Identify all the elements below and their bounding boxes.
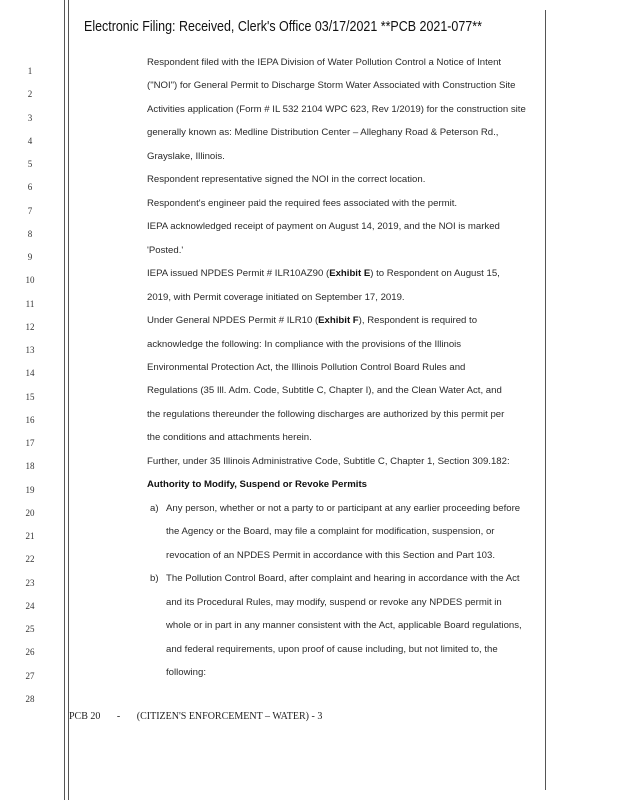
right-margin-rule xyxy=(545,10,546,790)
line-number: 19 xyxy=(25,484,35,495)
footer-case-number: PCB 20 xyxy=(69,711,101,722)
text-segment: Grayslake, Illinois. xyxy=(147,150,225,162)
line-number: 17 xyxy=(25,438,35,448)
bold-text: Authority to Modify, Suspend or Revoke Permits xyxy=(147,479,367,491)
line-number: 8 xyxy=(27,228,33,239)
line-number: 10 xyxy=(25,275,35,286)
line-number: 24 xyxy=(25,600,35,611)
left-margin-rule-inner xyxy=(68,0,69,800)
text-line xyxy=(147,292,405,303)
text-segment: Environmental Protection Act, the Illinois Pollution Control Board Rules and xyxy=(147,361,466,373)
text-segment: Regulations (35 Ill. Adm. Code, Subtitle C, Chapter I), and the Clean Water Act, and xyxy=(147,385,502,397)
line-number: 13 xyxy=(25,345,35,355)
text-line xyxy=(166,573,520,584)
text-line xyxy=(147,198,457,209)
line-number: 12 xyxy=(25,321,35,332)
text-segment: 2019, with Permit coverage initiated on September 17, 2019. xyxy=(147,291,405,303)
text-line xyxy=(147,362,465,373)
text-segment: The Pollution Control Board, after complaint and hearing in accordance with the Act xyxy=(166,573,520,585)
line-number: 25 xyxy=(25,624,35,634)
line-number: 26 xyxy=(25,647,35,658)
line-number: 11 xyxy=(25,298,35,309)
line-number: 22 xyxy=(25,554,35,565)
text-segment: following: xyxy=(166,666,206,678)
line-number: 3 xyxy=(27,112,33,123)
footer-title: (CITIZEN'S ENFORCEMENT – WATER) - 3 xyxy=(136,711,323,722)
line-number: 14 xyxy=(25,368,35,379)
text-segment: Under General NPDES Permit # ILR10 ( xyxy=(147,315,319,327)
line-number: 28 xyxy=(25,693,35,704)
text-line xyxy=(166,526,495,537)
line-number: 16 xyxy=(25,414,35,425)
line-number: 6 xyxy=(27,182,33,193)
text-segment: generally known as: Medline Distribution Center – Alleghany Road & Peterson Rd., xyxy=(147,127,499,139)
text-segment: whole or in part in any manner consistent with the Act, applicable Board regulations, xyxy=(166,620,522,632)
text-segment: acknowledge the following: In compliance with the provisions of the Illinois xyxy=(147,338,462,350)
text-line xyxy=(147,151,225,162)
text-line xyxy=(147,80,515,91)
text-line xyxy=(147,339,461,350)
text-line xyxy=(147,127,498,138)
text-line xyxy=(166,644,498,655)
text-segment: Respondent filed with the IEPA Division of Water Pollution Control a Notice of Intent xyxy=(147,57,502,68)
text-segment: IEPA issued NPDES Permit # ILR10AZ90 ( xyxy=(147,268,330,280)
text-segment: ), Respondent is required to xyxy=(358,315,478,327)
text-line xyxy=(147,479,367,490)
left-margin-rule-outer xyxy=(64,0,65,800)
bold-text: Exhibit F xyxy=(318,315,359,327)
list-item-label: a) xyxy=(150,502,159,514)
text-line xyxy=(166,667,206,678)
text-segment: the regulations thereunder the following discharges are authorized by this permit per xyxy=(147,408,505,420)
text-segment: 'Posted.' xyxy=(147,244,184,256)
text-segment: ) to Respondent on August 15, xyxy=(370,268,500,280)
text-line xyxy=(166,550,495,561)
text-segment: revocation of an NPDES Permit in accordance with this Section and Part 103. xyxy=(166,549,496,561)
text-segment: Further, under 35 Illinois Administrative Code, Subtitle C, Chapter 1, Section 309.182: xyxy=(147,455,510,467)
text-line xyxy=(147,456,510,467)
line-number: 2 xyxy=(27,89,33,100)
line-number: 7 xyxy=(27,205,33,216)
text-segment: Activities application (Form # IL 532 2104 WPC 623, Rev 1/2019) for the construction site xyxy=(147,103,526,115)
text-line xyxy=(166,597,502,608)
line-number: 23 xyxy=(25,577,35,588)
text-line xyxy=(147,57,501,68)
text-line xyxy=(147,315,477,326)
line-number: 5 xyxy=(27,159,33,169)
text-segment: Respondent's engineer paid the required fees associated with the permit. xyxy=(147,197,458,209)
list-item-label: b) xyxy=(150,573,159,585)
filing-stamp-header: Electronic Filing: Received, Clerk's Office 03/17/2021 **PCB 2021-077** xyxy=(84,19,482,35)
text-segment: and federal requirements, upon proof of cause including, but not limited to, the xyxy=(166,643,498,655)
text-line xyxy=(147,245,183,256)
line-number: 18 xyxy=(25,461,35,472)
line-number: 21 xyxy=(25,531,35,541)
text-line xyxy=(147,104,526,115)
text-segment: the conditions and attachments herein. xyxy=(147,432,312,444)
text-line xyxy=(166,503,520,514)
text-line xyxy=(147,221,500,232)
text-segment: and its Procedural Rules, may modify, suspend or revoke any NPDES permit in xyxy=(166,596,502,608)
line-number: 27 xyxy=(25,670,35,681)
text-line xyxy=(166,620,522,631)
text-line xyxy=(147,432,312,443)
text-line xyxy=(147,385,502,396)
line-number: 9 xyxy=(27,252,33,262)
text-line xyxy=(147,174,425,185)
page-footer xyxy=(69,711,336,722)
bold-text: Exhibit E xyxy=(329,268,371,280)
line-number: 4 xyxy=(27,135,33,146)
text-segment: Respondent representative signed the NOI in the correct location. xyxy=(147,174,426,186)
text-segment: IEPA acknowledged receipt of payment on August 14, 2019, and the NOI is marked xyxy=(147,221,500,233)
text-segment: ("NOI") for General Permit to Discharge Storm Water Associated with Construction Site xyxy=(147,80,516,92)
line-number: 20 xyxy=(25,507,35,518)
text-line xyxy=(147,409,504,420)
text-line xyxy=(147,268,500,279)
text-segment: the Agency or the Board, may file a complaint for modification, suspension, or xyxy=(166,526,495,538)
text-segment: Any person, whether or not a party to or participant at any earlier proceeding before xyxy=(166,502,521,514)
line-number: 15 xyxy=(25,391,35,402)
footer-separator: - xyxy=(116,711,121,722)
line-number: 1 xyxy=(27,66,33,76)
